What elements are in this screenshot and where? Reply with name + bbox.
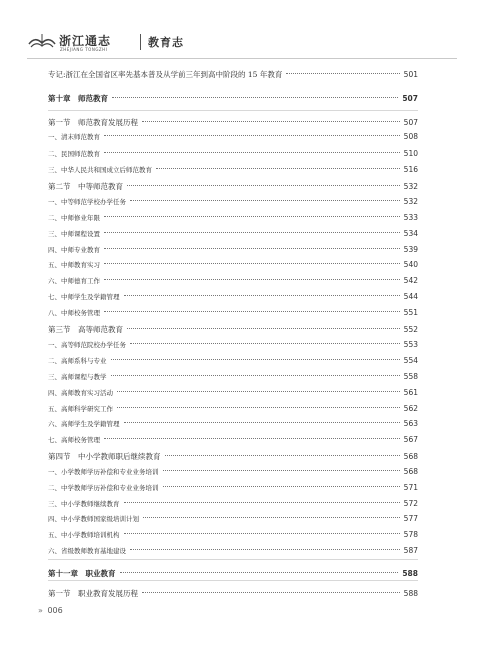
toc-entry-page: 534 [403, 229, 418, 238]
dot-leader [104, 279, 400, 280]
toc-entry[interactable] [48, 435, 418, 449]
toc-entry-title: 四、高师教育实习活动 [48, 389, 113, 397]
toc-entry-page: 533 [403, 213, 418, 222]
toc-entry[interactable] [48, 388, 418, 402]
toc-entry-title: 一、清末师范教育 [48, 133, 100, 141]
dot-leader [286, 73, 399, 74]
dot-leader [130, 200, 400, 201]
toc-entry[interactable] [48, 372, 418, 386]
dot-leader [104, 311, 400, 312]
toc-entry[interactable] [48, 117, 418, 131]
dot-leader [104, 248, 400, 249]
dot-leader [104, 152, 400, 153]
toc-entry-title: 六、省级教师教育基地建设 [48, 547, 126, 555]
toc-entry[interactable] [48, 530, 418, 544]
dot-leader [111, 359, 400, 360]
page-header [27, 28, 457, 58]
toc-entry[interactable] [48, 467, 418, 481]
dot-leader [165, 455, 400, 456]
toc-entry-title: 专记:浙江在全国省区率先基本普及从学前三年到高中阶段的 15 年教育 [48, 70, 283, 79]
toc-entry-page: 567 [403, 435, 418, 444]
toc-entry-page: 516 [403, 165, 418, 174]
toc-entry-title: 三、中小学教师继续教育 [48, 500, 120, 508]
toc-entry-title: 一、中等师范学校办学任务 [48, 198, 126, 206]
toc-entry-title: 五、中小学教师培训机构 [48, 531, 120, 539]
toc-entry-page: 588 [403, 589, 418, 598]
toc-entry[interactable] [48, 292, 418, 306]
toc-entry-title: 三、中师课程设置 [48, 230, 100, 238]
dot-leader [142, 121, 400, 122]
dot-leader [104, 263, 400, 264]
toc-entry[interactable] [48, 483, 418, 497]
toc-entry[interactable] [48, 132, 418, 146]
toc-entry-title: 五、高师科学研究工作 [48, 405, 113, 413]
dot-leader [117, 391, 400, 392]
toc-entry[interactable] [48, 568, 418, 582]
dot-leader [117, 407, 400, 408]
dot-leader [120, 572, 399, 573]
dot-leader [124, 502, 400, 503]
dot-leader [104, 232, 400, 233]
toc-entry-title: 第三节 高等师范教育 [48, 325, 123, 334]
section-rule [48, 110, 418, 111]
dot-leader [104, 135, 400, 136]
dot-leader [127, 185, 400, 186]
toc-entry-title: 二、中学教师学历补偿和专业业务培训 [48, 484, 159, 492]
dot-leader [130, 549, 400, 550]
toc-entry[interactable] [48, 308, 418, 322]
dot-leader [111, 375, 400, 376]
toc-entry-page: 552 [403, 325, 418, 334]
toc-entry-title: 六、中师德育工作 [48, 277, 100, 285]
toc-entry[interactable] [48, 451, 418, 465]
dot-leader [163, 470, 400, 471]
toc-entry-title: 四、中小学教师国家级培训计划 [48, 515, 139, 523]
toc-entry-title: 第二节 中等师范教育 [48, 182, 123, 191]
toc-entry-page: 507 [402, 94, 418, 103]
toc-entry-title: 六、高师学生及学籍管理 [48, 420, 120, 428]
toc-entry-title: 八、中师校务管理 [48, 309, 100, 317]
toc-entry[interactable] [48, 499, 418, 513]
dot-leader [163, 486, 400, 487]
toc-entry-title: 四、中师专业教育 [48, 246, 100, 254]
toc-entry[interactable] [48, 588, 418, 602]
book-logo-icon [27, 30, 57, 50]
toc-entry[interactable] [48, 213, 418, 227]
toc-entry[interactable] [48, 181, 418, 195]
toc-entry-page: 551 [403, 308, 418, 317]
toc-entry-page: 572 [403, 499, 418, 508]
toc-entry[interactable] [48, 404, 418, 418]
toc-entry-page: 571 [403, 483, 418, 492]
toc-entry-page: 561 [403, 388, 418, 397]
toc-entry-title: 三、高师课程与教学 [48, 373, 107, 381]
toc-entry-page: 562 [403, 404, 418, 413]
logo-subtitle: ZHEJIANG TONGZHI [60, 47, 108, 52]
toc-entry-title: 第一节 职业教育发展历程 [48, 589, 138, 598]
toc-entry-page: 508 [403, 132, 418, 141]
toc-entry-title: 二、高师系科与专业 [48, 357, 107, 365]
toc-entry[interactable] [48, 546, 418, 560]
toc-entry-title: 第十一章 职业教育 [48, 569, 116, 578]
toc-entry[interactable] [48, 197, 418, 211]
toc-entry-title: 二、民国师范教育 [48, 150, 100, 158]
toc-entry[interactable] [48, 324, 418, 338]
toc-entry[interactable] [48, 69, 418, 83]
logo-title: 浙江通志 [59, 34, 112, 48]
toc-entry-page: 568 [403, 452, 418, 461]
double-chevron-icon: » [38, 606, 43, 615]
toc-entry[interactable] [48, 356, 418, 370]
toc-entry-page: 577 [403, 514, 418, 523]
toc-entry-title: 三、中华人民共和国成立后师范教育 [48, 166, 152, 174]
toc-entry-title: 一、小学教师学历补偿和专业业务培训 [48, 468, 159, 476]
toc-entry-page: 568 [403, 467, 418, 476]
toc-entry-page: 501 [403, 70, 418, 79]
dot-leader [124, 533, 400, 534]
toc-entry-title: 五、中师教育实习 [48, 261, 100, 269]
toc-entry[interactable] [48, 340, 418, 354]
dot-leader [104, 216, 400, 217]
toc-entry-title: 第四节 中小学教师职后继续教育 [48, 452, 161, 461]
toc-entry-page: 554 [403, 356, 418, 365]
toc-entry-title: 第一节 师范教育发展历程 [48, 118, 138, 127]
dot-leader [124, 422, 400, 423]
toc-entry-title: 七、中师学生及学籍管理 [48, 293, 120, 301]
toc-entry[interactable] [48, 419, 418, 433]
dot-leader [124, 295, 400, 296]
toc-entry-page: 558 [403, 372, 418, 381]
toc-entry[interactable] [48, 149, 418, 163]
dot-leader [112, 97, 398, 98]
section-title: 教育志 [148, 36, 184, 49]
dot-leader [142, 592, 400, 593]
toc-entry-page: 539 [403, 245, 418, 254]
toc-entry-title: 二、中师修业年限 [48, 214, 100, 222]
dot-leader [104, 438, 400, 439]
toc-entry[interactable] [48, 229, 418, 243]
toc-entry[interactable] [48, 276, 418, 290]
toc-entry-title: 一、高等师范院校办学任务 [48, 341, 126, 349]
toc-entry-page: 507 [403, 118, 418, 127]
toc-entry-page: 587 [403, 546, 418, 555]
toc-entry-title: 七、高师校务管理 [48, 436, 100, 444]
toc-entry-page: 510 [403, 149, 418, 158]
toc-entry[interactable] [48, 514, 418, 528]
toc-entry-page: 532 [403, 182, 418, 191]
toc-entry-page: 588 [402, 569, 418, 578]
header-rule [27, 58, 457, 59]
dot-leader [127, 328, 400, 329]
page-footer [38, 606, 63, 615]
toc-entry-title: 第十章 师范教育 [48, 94, 108, 103]
toc-entry-page: 532 [403, 197, 418, 206]
dot-leader [156, 168, 400, 169]
toc-entry[interactable] [48, 93, 418, 107]
dot-leader [130, 343, 400, 344]
dot-leader [143, 517, 400, 518]
toc-entry[interactable] [48, 260, 418, 274]
toc-entry[interactable] [48, 165, 418, 179]
toc-entry-page: 578 [403, 530, 418, 539]
toc-entry-page: 544 [403, 292, 418, 301]
page-number: 006 [47, 606, 63, 615]
toc-entry-page: 542 [403, 276, 418, 285]
header-divider [140, 34, 141, 50]
toc-entry-page: 553 [403, 340, 418, 349]
toc-entry-page: 540 [403, 260, 418, 269]
toc-entry-page: 563 [403, 419, 418, 428]
toc-entry[interactable] [48, 245, 418, 259]
